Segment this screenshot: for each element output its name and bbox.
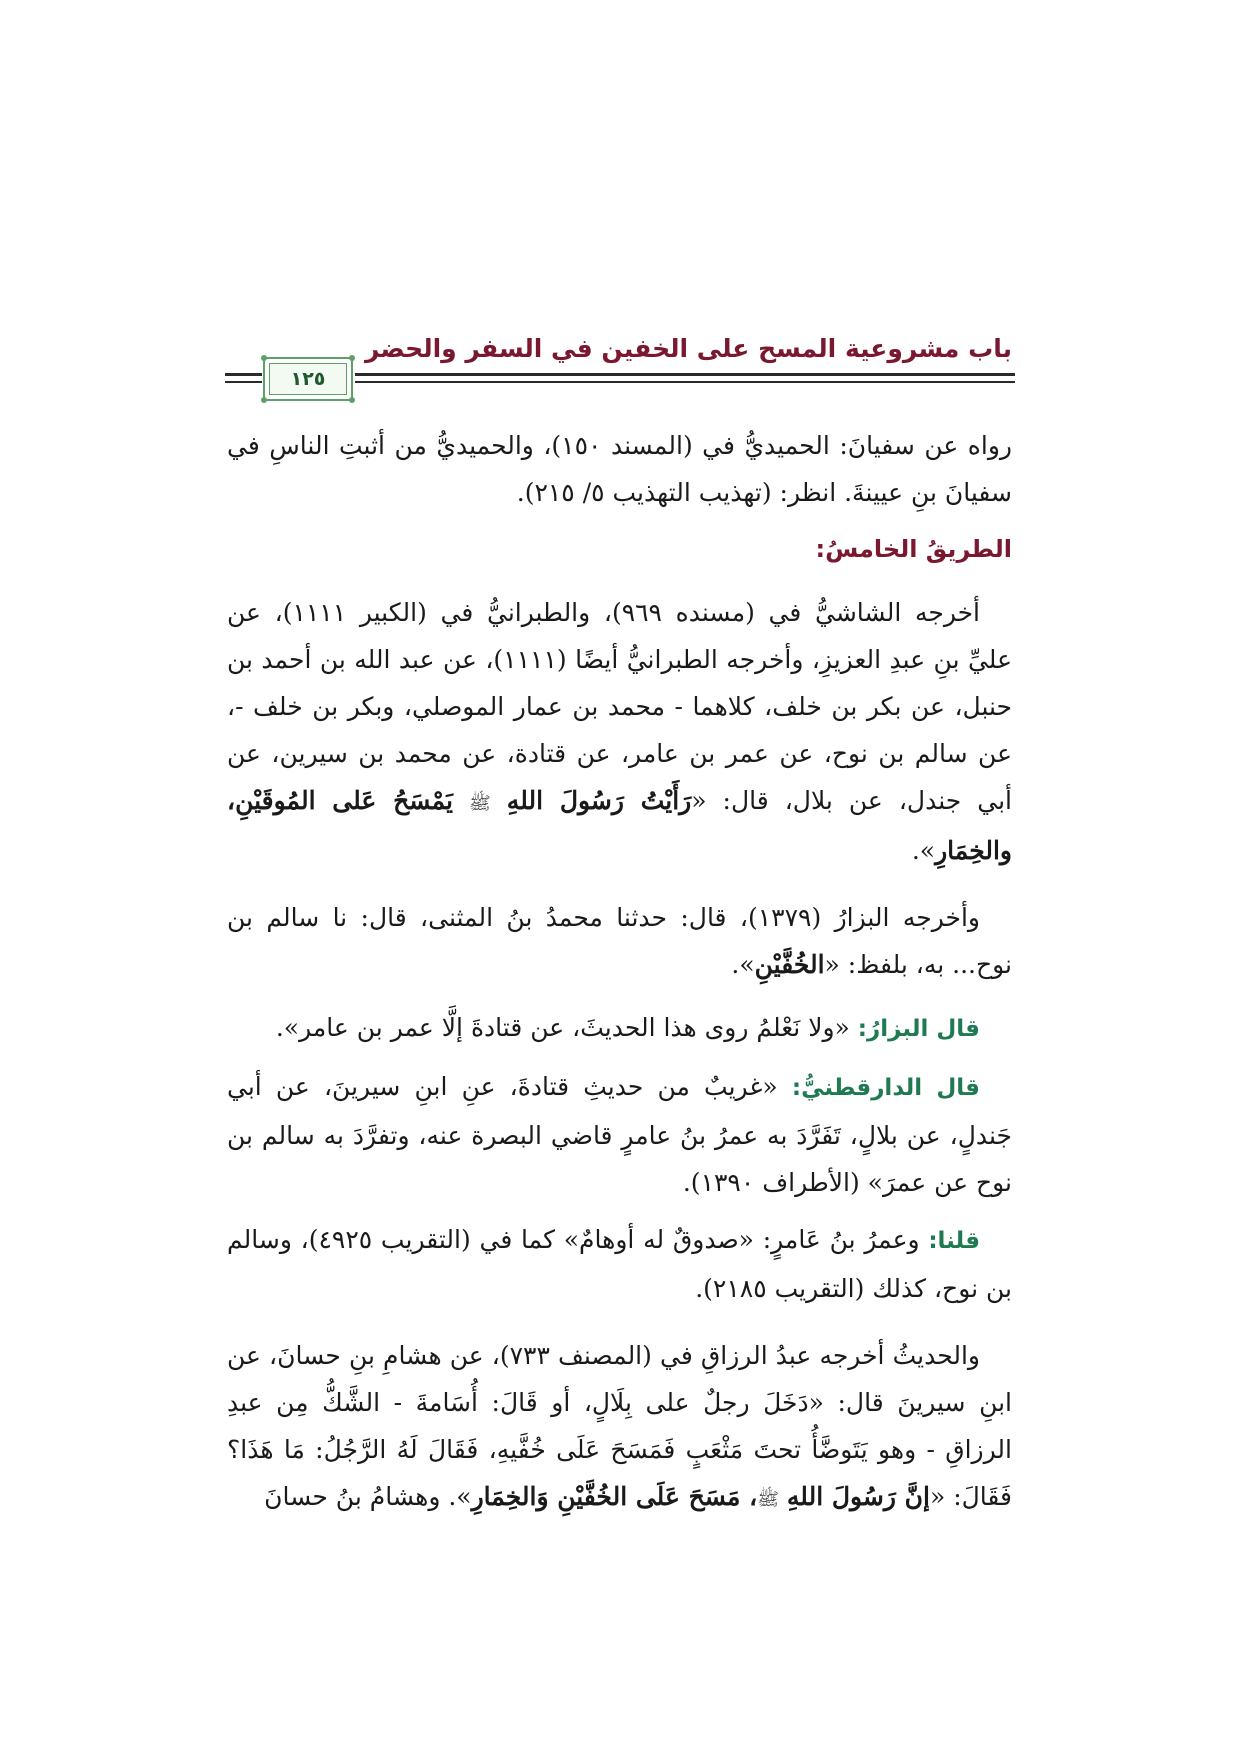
hadith-quote: إنَّ رَسُولَ اللهِ [786, 1482, 930, 1511]
header-rule-left-top [225, 373, 262, 376]
salutation-glyph: ﷺ [469, 793, 491, 814]
hadith-quote: ، مَسَحَ عَلَى الخُفَّيْنِ وَالخِمَارِ [471, 1482, 758, 1511]
ornament-dot [261, 355, 267, 361]
quote-close: ». [731, 950, 755, 979]
paragraph-4-text: «ولا نَعْلمُ روى هذا الحديثَ، عن قتادةَ إلَّا عمر بن عامر». [275, 1013, 850, 1042]
scholar-label: قال الدارقطنيُّ: [791, 1075, 980, 1101]
header-rule-right-bottom [355, 381, 1015, 383]
paragraph-7-end: ». وهشامُ بنُ حسانَ [264, 1482, 472, 1511]
section-heading: الطريقُ الخامسُ: [815, 535, 1012, 563]
hadith-quote: رَأَيْتُ رَسُولَ اللهِ [506, 786, 692, 815]
note-label: قلنا: [928, 1228, 980, 1254]
hadith-quote: يَمْسَحُ عَلى المُوقَيْنِ، والخِمَارِ [227, 786, 1012, 865]
ornament-dot [261, 397, 267, 403]
page-number-badge [263, 357, 353, 401]
paragraph-2 [227, 589, 1012, 874]
page-number: ١٢٥ [269, 363, 347, 395]
paragraph-7 [227, 1332, 1012, 1523]
quote-close: ». [911, 836, 936, 865]
scholar-label: قال البزارُ: [857, 1016, 980, 1042]
paragraph-3-text: وأخرجه البزارُ (١٣٧٩)، قال: حدثنا محمدُ بنُ المثنى، قال: نا سالم بن نوح... به، بلفظ: « [227, 903, 1012, 979]
paragraph-5-text: «غريبٌ من حديثِ قتادةَ، عنِ ابنِ سيرينَ، عن أبي جَندلٍ، عن بلالٍ، تَفَرَّدَ به عمرُ بنُ عامرٍ قاضي البصرة عنه، وتفرَّدَ به سالم بن نوح عن عمرَ» (الأطراف ١٣٩٠). [227, 1072, 1012, 1197]
paragraph-4 [227, 1004, 1012, 1053]
hadith-quote: الخُفَّيْنِ [754, 950, 825, 979]
chapter-title: باب مشروعية المسح على الخفين في السفر والحضر [365, 334, 1012, 363]
salutation-glyph: ﷺ [757, 1489, 779, 1510]
page-header [0, 300, 1240, 410]
page-body [227, 422, 1012, 1523]
header-rule-right-top [355, 373, 1015, 376]
paragraph-1: رواه عن سفيانَ: الحميديُّ في (المسند ١٥٠)، والحميديُّ من أثبتِ الناسِ في سفيانَ بنِ عيينةَ. انظر: (تهذيب التهذيب ٥/ ٢١٥). [227, 431, 1012, 507]
ornament-dot [349, 397, 355, 403]
paragraph-6-text: وعمرُ بنُ عَامرٍ: «صدوقٌ له أوهامٌ» كما في (التقريب ٤٩٢٥)، وسالم بن نوح، كذلك (التقريب ٢١٨٥). [227, 1225, 1012, 1303]
paragraph-5 [227, 1063, 1012, 1206]
paragraph-3 [227, 894, 1012, 988]
paragraph-7-text: والحديثُ أخرجه عبدُ الرزاقِ في (المصنف ٧٣٣)، عن هشامِ بنِ حسانَ، عن ابنِ سيرينَ قال: «دَخَلَ رجلٌ على بِلَالٍ، أو قَالَ: أُسَامةَ - الشَّكُّ مِن عبدِ الرزاقِ - وهو يَتَوضَّأُ تحتَ مَثْعَبٍ فَمَسَحَ عَلَى خُفَّيهِ، فَقَالَ لَهُ الرَّجُلُ: مَا هَذَا؟ فَقَالَ: « [227, 1341, 1012, 1511]
header-rule-left-bottom [225, 381, 262, 383]
ornament-dot [349, 355, 355, 361]
paragraph-2-text: أخرجه الشاشيُّ في (مسنده ٩٦٩)، والطبرانيُّ في (الكبير ١١١١)، عن عليِّ بنِ عبدِ العزيزِ، وأخرجه الطبرانيُّ أيضًا (١١١١)، عن عبد الله بن أحمد بن حنبل، عن بكر بن خلف، كلاهما - محمد بن عمار الموصلي، وبكر بن خلف -، عن سالم بن نوح، عن عمر بن عامر، عن قتادة، عن محمد بن سيرين، عن أبي جندل، عن بلال، قال: « [227, 598, 1013, 815]
paragraph-6 [227, 1216, 1012, 1312]
